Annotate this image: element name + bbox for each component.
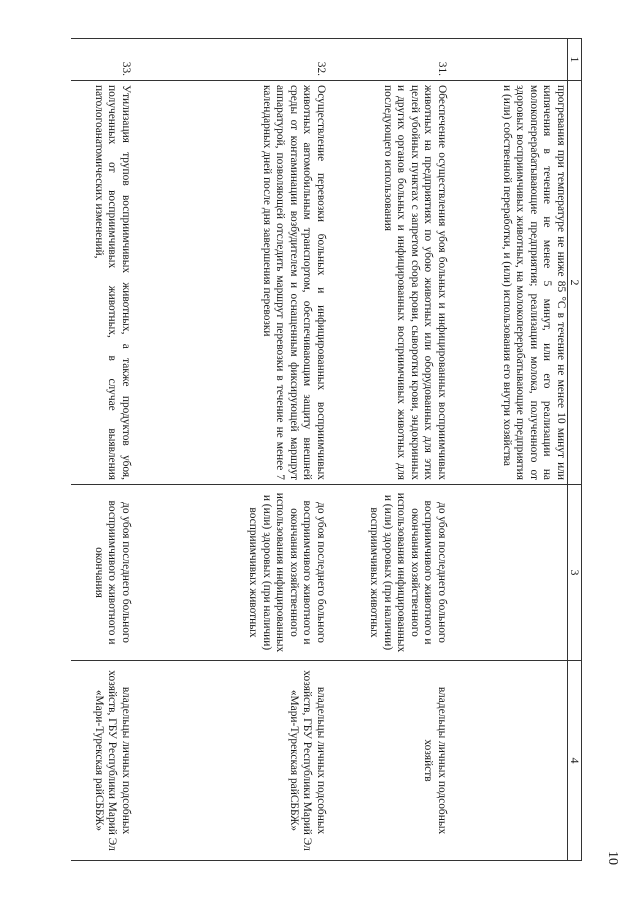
header-col-4: 4 <box>568 661 582 861</box>
header-col-1: 1 <box>568 39 582 81</box>
row-number <box>454 39 568 81</box>
table-row <box>138 39 333 861</box>
header-col-2: 2 <box>568 81 582 485</box>
header-col-3: 3 <box>568 485 582 661</box>
row-number: 31. <box>333 39 454 81</box>
responsible-text: владельцы личных подсобных хозяйств, ГБУ Республики Марий Эл «Мари-Турекская райСББЖ» <box>71 661 138 861</box>
measure-text: прогревания при температуре не ниже 85 °С в течение не менее 10 минут или кипячения в течение не менее 5 минут, или его реализации на молокоперерабатывающие предприятия; реализации молока, полученного от здоровых восприимчивых животных, на молокоперерабатывающие предприятия и (или) собственной переработки, и (или) использования его внутри хозяйства <box>454 81 568 485</box>
row-number: 32. <box>138 39 333 81</box>
term-text: до убоя последнего больного восприимчивого животного и окончания хозяйственного использования инфицированных и (или) здоровых (при наличии) восприимчивых животных <box>138 485 333 661</box>
table-row <box>333 39 454 861</box>
responsible-text: владельцы личных подсобных хозяйств, ГБУ Республики Марий Эл «Мари-Турекская райСББЖ» <box>138 661 333 861</box>
term-text: до убоя последнего больного восприимчивого животного и окончания <box>71 485 138 661</box>
table-row <box>454 39 568 861</box>
term-text <box>454 485 568 661</box>
term-text: до убоя последнего больного восприимчивого животного и окончания хозяйственного использования инфицированных и (или) здоровых (при наличии) восприимчивых животных <box>333 485 454 661</box>
table-header-row <box>568 39 582 861</box>
table-row <box>71 39 138 861</box>
page-number: 10 <box>605 851 620 865</box>
measure-text: Обеспечение осуществления убоя больных и инфицированных восприимчивых животных на предприятиях по убою животных или оборудованных для этих целей убойных пунктах с запретом сбора крови, сыворотки крови, эндокринных и других органов больных и инфицированных восприимчивых животных для последующего использования <box>333 81 454 485</box>
responsible-text: владельцы личных подсобных хозяйств <box>333 661 454 861</box>
measures-table <box>71 38 582 861</box>
measure-text: Утилизация трупов восприимчивых животных, а также продуктов убоя, полученных от восприимчивых животных, в случае выявления патологоанатомических изменений, <box>71 81 138 485</box>
responsible-text <box>454 661 568 861</box>
measure-text: Осуществление перевозки больных и инфицированных восприимчивых животных автомобильным транспортом, обеспечивающим защиту внешней среды от контаминации возбудителем и оснащенным фиксирующей маршрут аппаратурой, позволяющей отследить маршрут перевозки в течение не менее 7 календарных дней после дня завершения перевозки <box>138 81 333 485</box>
row-number: 33. <box>71 39 138 81</box>
